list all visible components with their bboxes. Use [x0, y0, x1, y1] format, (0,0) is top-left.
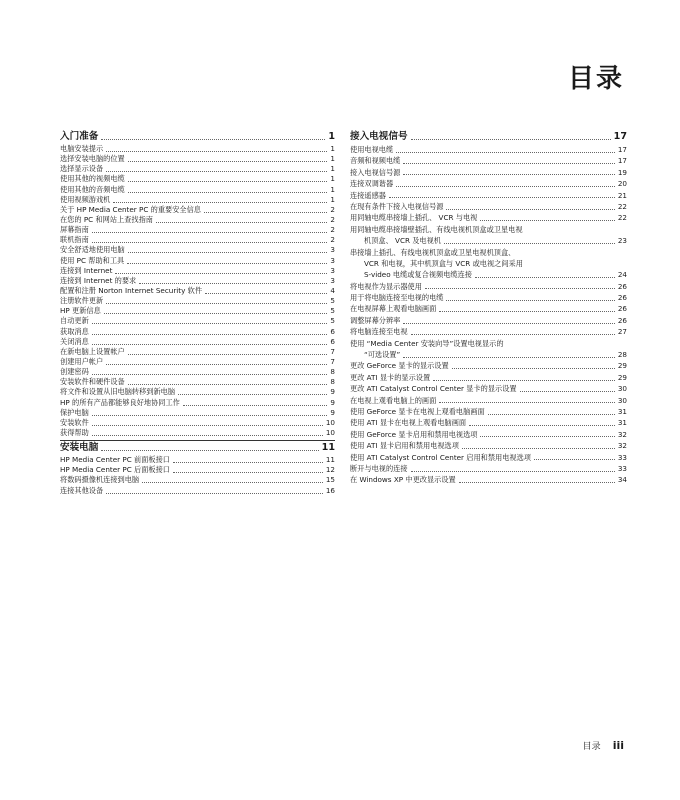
- toc-page-number: 32: [617, 429, 627, 439]
- toc-entry[interactable]: [350, 178, 627, 189]
- toc-entry[interactable]: [350, 395, 627, 406]
- toc-leader-dots: [411, 333, 615, 335]
- toc-leader-dots: [178, 393, 327, 395]
- toc-entry-label: 使用其他的视频电缆: [60, 174, 125, 184]
- toc-page-number: 17: [617, 156, 627, 166]
- toc-page-number: 27: [617, 327, 627, 337]
- toc-page-number: 5: [330, 306, 335, 316]
- toc-entry[interactable]: [60, 465, 335, 475]
- toc-entry-label: 电脑安装提示: [60, 144, 104, 153]
- toc-entry-label: 连接到 Internet: [60, 265, 113, 275]
- toc-entry-label: HP Media Center PC 前面板接口: [60, 455, 170, 465]
- toc-page-number: 17: [613, 131, 627, 142]
- toc-entry[interactable]: [60, 337, 335, 347]
- toc-entry[interactable]: [350, 281, 627, 292]
- toc-leader-dots: [92, 373, 328, 375]
- toc-entry-label: 使用 “Media Center 安装向导”设置电视显示的: [350, 338, 504, 348]
- toc-entry-label: 用同轴电缆串接墙上插孔、 VCR 与电视: [350, 213, 478, 223]
- toc-page-number: 11: [321, 442, 335, 454]
- toc-leader-dots: [128, 251, 328, 253]
- toc-entry[interactable]: [350, 212, 627, 223]
- toc-entry[interactable]: [350, 201, 627, 212]
- toc-page-number: 30: [617, 384, 627, 394]
- toc-entry[interactable]: [350, 349, 627, 360]
- toc-entry-label: 获得帮助: [60, 427, 89, 437]
- toc-entry-label: 使用 PC 帮助和工具: [60, 255, 125, 265]
- toc-page-number: 3: [330, 245, 335, 255]
- toc-page-number: 26: [617, 281, 627, 291]
- toc-leader-dots: [92, 333, 328, 335]
- toc-page-number: 8: [330, 367, 335, 377]
- toc-entry[interactable]: [350, 269, 627, 280]
- toc-page-number: 9: [330, 407, 335, 417]
- toc-page-number: 1: [330, 154, 335, 164]
- toc-page-number: 1: [330, 144, 335, 153]
- toc-page-number: 1: [328, 131, 335, 142]
- toc-leader-dots: [128, 383, 328, 385]
- toc-entry-label: 使用 GeForce 显卡启用和禁用电视选项: [350, 429, 478, 439]
- toc-entry[interactable]: [60, 276, 335, 286]
- toc-leader-dots: [128, 353, 328, 355]
- toc-entry-label: 更改 ATI 显卡的显示设置: [350, 372, 431, 382]
- toc-entry[interactable]: [60, 347, 335, 357]
- toc-right-column: [350, 130, 627, 486]
- toc-entry[interactable]: [60, 296, 335, 306]
- toc-entry-label: 安全舒适地使用电脑: [60, 245, 125, 255]
- toc-leader-dots: [128, 160, 328, 162]
- toc-page-number: 1: [330, 164, 335, 174]
- toc-leader-dots: [173, 461, 323, 463]
- toc-leader-dots: [92, 424, 323, 426]
- toc-entry-label: 保护电脑: [60, 407, 89, 417]
- toc-entry[interactable]: [60, 225, 335, 235]
- toc-entry[interactable]: [60, 215, 335, 225]
- toc-leader-dots: [411, 470, 615, 472]
- toc-leader-dots: [156, 221, 327, 223]
- toc-page-number: 17: [617, 145, 627, 154]
- toc-entry[interactable]: [60, 174, 335, 184]
- toc-entry[interactable]: [60, 377, 335, 387]
- toc-entry[interactable]: [60, 398, 335, 408]
- toc-entry-label: 在 Windows XP 中更改显示设置: [350, 475, 456, 485]
- toc-leader-dots: [462, 447, 615, 449]
- toc-leader-dots: [92, 231, 328, 233]
- toc-entry[interactable]: [350, 452, 627, 463]
- toc-page-number: 1: [330, 184, 335, 194]
- toc-entry-label: 关于 HP Media Center PC 的重要安全信息: [60, 204, 201, 214]
- toc-leader-dots: [488, 413, 615, 415]
- toc-leader-dots: [183, 404, 328, 406]
- toc-page-number: 6: [330, 336, 335, 346]
- toc-entry-label: 串接墙上插孔、有线电视机顶盒或卫星电视机顶盒、: [350, 247, 516, 257]
- toc-entry-label: 入门准备: [60, 131, 99, 142]
- toc-page-number: 2: [330, 204, 335, 214]
- toc-page-number: 3: [330, 255, 335, 265]
- toc-entry[interactable]: [350, 338, 627, 349]
- toc-page-number: 21: [617, 190, 627, 200]
- toc-leader-dots: [101, 449, 318, 451]
- toc-leader-dots: [106, 492, 323, 494]
- toc-entry-label: 在现有条件下接入电视信号源: [350, 201, 444, 211]
- toc-entry-label: “可选设置”: [364, 350, 401, 360]
- toc-page-number: 19: [617, 167, 627, 177]
- toc-entry-label: 自动更新: [60, 316, 89, 326]
- toc-entry[interactable]: [350, 235, 627, 246]
- toc-entry[interactable]: [350, 440, 627, 451]
- page-title: 目录: [567, 64, 624, 94]
- toc-entry[interactable]: [350, 360, 627, 371]
- toc-page-number: 7: [330, 346, 335, 356]
- toc-leader-dots: [446, 208, 614, 210]
- toc-page-number: 34: [617, 475, 627, 485]
- toc-page-number: 8: [330, 377, 335, 387]
- toc-page-number: 3: [330, 275, 335, 285]
- toc-entry[interactable]: [60, 455, 335, 465]
- toc-page-number: 20: [617, 179, 627, 189]
- toc-entry-label: 创建用户帐户: [60, 356, 104, 366]
- toc-entry-label: 安装软件和硬件设备: [60, 377, 125, 387]
- toc-entry-label: 在电视上观看电脑上的画面: [350, 395, 437, 405]
- toc-leader-dots: [204, 211, 327, 213]
- toc-entry-label: HP 的所有产品都能够良好地协同工作: [60, 397, 180, 407]
- toc-entry[interactable]: [60, 316, 335, 326]
- toc-leader-dots: [106, 302, 327, 304]
- toc-entry[interactable]: [350, 190, 627, 201]
- toc-entry-label: 连接遥感器: [350, 190, 386, 200]
- toc-leader-dots: [396, 151, 615, 153]
- toc-entry[interactable]: [60, 205, 335, 215]
- toc-page-number: 16: [325, 485, 335, 495]
- toc-page-number: 9: [330, 387, 335, 397]
- toc-entry-label: 使用 GeForce 显卡在电视上观看电脑画面: [350, 406, 485, 416]
- toc-leader-dots: [173, 471, 323, 473]
- toc-leader-dots: [480, 219, 615, 221]
- toc-leader-dots: [459, 481, 615, 483]
- toc-entry-label: 使用电视电缆: [350, 145, 394, 154]
- toc-page-number: 2: [330, 235, 335, 245]
- toc-entry-label: 在您的 PC 和网站上查找指南: [60, 214, 153, 224]
- toc-leader-dots: [403, 356, 615, 358]
- toc-leader-dots: [104, 312, 328, 314]
- toc-page-number: 1: [330, 174, 335, 184]
- toc-leader-dots: [425, 287, 615, 289]
- toc-entry[interactable]: [60, 266, 335, 276]
- toc-entry-label: 在电视屏幕上观看电脑画面: [350, 304, 437, 314]
- toc-leader-dots: [106, 150, 327, 152]
- toc-leader-dots: [534, 458, 615, 460]
- toc-leader-dots: [520, 390, 615, 392]
- toc-leader-dots: [139, 282, 327, 284]
- toc-page-number: 30: [617, 395, 627, 405]
- toc-page-number: 15: [325, 475, 335, 485]
- toc-page-number: 33: [617, 463, 627, 473]
- toc-entry-label: HP 更新信息: [60, 306, 101, 316]
- toc-leader-dots: [403, 322, 615, 324]
- toc-leader-dots: [403, 173, 615, 175]
- toc-entry-label: 创建密码: [60, 367, 89, 377]
- toc-leader-dots: [389, 196, 615, 198]
- toc-leader-dots: [205, 292, 327, 294]
- toc-entry-label: 使用视频游戏机: [60, 194, 111, 204]
- toc-leader-dots: [92, 414, 328, 416]
- toc-page-number: 26: [617, 293, 627, 303]
- toc-leader-dots: [469, 424, 615, 426]
- toc-page-number: 26: [617, 304, 627, 314]
- toc-entry-label: HP Media Center PC 后面板接口: [60, 465, 170, 475]
- toc-page-number: 32: [617, 441, 627, 451]
- toc-leader-dots: [396, 185, 615, 187]
- toc-entry-label: 使用其他的音频电缆: [60, 184, 125, 194]
- toc-entry[interactable]: [60, 357, 335, 367]
- toc-entry-label: 安装软件: [60, 417, 89, 427]
- toc-entry[interactable]: [350, 258, 627, 269]
- toc-entry[interactable]: [350, 417, 627, 428]
- toc-entry[interactable]: [350, 406, 627, 417]
- toc-entry[interactable]: [60, 418, 335, 428]
- toc-entry-label: 将电视作为显示器使用: [350, 281, 422, 291]
- toc-entry-label: 注册软件更新: [60, 296, 104, 306]
- toc-section-heading[interactable]: [60, 440, 335, 455]
- toc-entry[interactable]: [60, 286, 335, 296]
- toc-page-number: 4: [330, 285, 335, 295]
- toc-entry[interactable]: [60, 154, 335, 164]
- footer-page-number: iii: [612, 739, 624, 752]
- toc-leader-dots: [128, 180, 328, 182]
- toc-entry[interactable]: [350, 315, 627, 326]
- toc-page-number: 29: [617, 372, 627, 382]
- toc-section-heading[interactable]: [350, 130, 627, 144]
- toc-leader-dots: [475, 276, 615, 278]
- toc-page-number: 6: [330, 326, 335, 336]
- toc-leader-dots: [128, 191, 328, 193]
- toc-entry-label: 将电脑连接至电视: [350, 327, 408, 337]
- toc-entry[interactable]: [60, 185, 335, 195]
- toc-page-number: 31: [617, 418, 627, 428]
- toc-leader-dots: [127, 262, 327, 264]
- toc-entry-label: 将文件和设置从旧电脑转移到新电脑: [60, 387, 176, 397]
- toc-page-number: 10: [325, 417, 335, 427]
- toc-page-number: 5: [330, 296, 335, 306]
- toc-entry[interactable]: [350, 167, 627, 178]
- toc-entry[interactable]: [60, 387, 335, 397]
- toc-page-number: 2: [330, 225, 335, 235]
- toc-leader-dots: [115, 272, 327, 274]
- toc-entry[interactable]: [350, 326, 627, 337]
- toc-entry[interactable]: [350, 429, 627, 440]
- toc-entry[interactable]: [60, 235, 335, 245]
- toc-leader-dots: [439, 310, 615, 312]
- toc-page-number: 10: [325, 427, 335, 437]
- toc-leader-dots: [106, 363, 327, 365]
- toc-page-number: 5: [330, 316, 335, 326]
- toc-page-number: 31: [617, 406, 627, 416]
- toc-page-number: 26: [617, 315, 627, 325]
- toc-entry[interactable]: [350, 463, 627, 474]
- toc-page-number: 28: [617, 350, 627, 360]
- toc-section-heading[interactable]: [60, 130, 335, 144]
- toc-page-number: 24: [617, 270, 627, 280]
- toc-entry[interactable]: [60, 306, 335, 316]
- toc-entry-label: 选择安装电脑的位置: [60, 154, 125, 164]
- toc-leader-dots: [106, 170, 327, 172]
- toc-entry[interactable]: [350, 292, 627, 303]
- toc-left-column: [60, 130, 335, 496]
- toc-entry-label: 连接双调谐器: [350, 179, 394, 189]
- toc-leader-dots: [142, 481, 323, 483]
- footer-section-label: 目录: [582, 742, 601, 752]
- toc-page-number: 33: [617, 452, 627, 462]
- toc-entry[interactable]: [60, 428, 335, 438]
- toc-entry[interactable]: [350, 224, 627, 235]
- toc-leader-dots: [411, 138, 611, 140]
- toc-entry-label: 更改 GeForce 显卡的显示设置: [350, 361, 449, 371]
- toc-page-number: 2: [330, 214, 335, 224]
- toc-page-number: 22: [617, 213, 627, 223]
- toc-page-number: 29: [617, 361, 627, 371]
- toc-entry[interactable]: [350, 303, 627, 314]
- toc-leader-dots: [113, 201, 327, 203]
- toc-entry-label: 安装电脑: [60, 442, 99, 454]
- toc-entry[interactable]: [350, 383, 627, 394]
- toc-entry[interactable]: [350, 144, 627, 155]
- toc-entry-label: 获取消息: [60, 326, 89, 336]
- toc-entry[interactable]: [350, 247, 627, 258]
- toc-entry-label: 机顶盒、 VCR 及电视机: [364, 236, 441, 246]
- toc-leader-dots: [92, 241, 328, 243]
- toc-page-number: 1: [330, 194, 335, 204]
- toc-leader-dots: [92, 434, 323, 436]
- toc-entry-label: 关闭消息: [60, 336, 89, 346]
- toc-leader-dots: [92, 343, 328, 345]
- toc-entry-label: 连接到 Internet 的要求: [60, 275, 137, 285]
- toc-entry-label: VCR 和电视，其中机顶盒与 VCR 或电视之间采用: [364, 258, 523, 268]
- toc-page-number: 23: [617, 236, 627, 246]
- toc-entry-label: 更改 ATI Catalyst Control Center 显卡的显示设置: [350, 384, 517, 394]
- toc-entry[interactable]: [60, 486, 335, 496]
- toc-leader-dots: [403, 162, 615, 164]
- toc-entry-label: 将数码摄像机连接到电脑: [60, 475, 140, 485]
- toc-entry-label: 断开与电视的连接: [350, 463, 408, 473]
- toc-entry-label: 使用 ATI Catalyst Control Center 启用和禁用电视选项: [350, 452, 531, 462]
- toc-entry-label: 使用 ATI 显卡在电视上观看电脑画面: [350, 418, 467, 428]
- toc-entry-label: 音频和视频电缆: [350, 156, 401, 166]
- toc-entry[interactable]: [350, 372, 627, 383]
- toc-leader-dots: [439, 401, 615, 403]
- toc-page-number: 9: [330, 397, 335, 407]
- toc-leader-dots: [480, 435, 614, 437]
- toc-leader-dots: [92, 322, 328, 324]
- toc-entry[interactable]: [60, 367, 335, 377]
- toc-entry[interactable]: [60, 164, 335, 174]
- toc-page-number: 22: [617, 201, 627, 211]
- toc-entry-label: 连接其他设备: [60, 485, 104, 495]
- toc-entry-label: 用同轴电缆串接墙壁插孔、有线电视机顶盒或卫星电视: [350, 224, 523, 234]
- page-footer: [583, 739, 624, 752]
- toc-entry[interactable]: [60, 408, 335, 418]
- toc-leader-dots: [446, 299, 614, 301]
- toc-leader-dots: [101, 138, 325, 140]
- toc-page-number: 12: [325, 465, 335, 475]
- toc-entry[interactable]: [60, 195, 335, 205]
- toc-entry[interactable]: [350, 155, 627, 166]
- toc-entry-label: 选择显示设备: [60, 164, 104, 174]
- toc-entry-label: 使用 ATI 显卡启用和禁用电视选项: [350, 441, 459, 451]
- toc-entry-label: 接入电视信号源: [350, 167, 401, 177]
- toc-entry-label: 调整屏幕分辨率: [350, 315, 401, 325]
- toc-entry[interactable]: [60, 475, 335, 485]
- toc-entry-label: 用于将电脑连接至电视的电缆: [350, 293, 444, 303]
- toc-entry-label: 联机指南: [60, 235, 89, 245]
- toc-entry-label: S-video 电缆或复合视频电缆连接: [364, 270, 472, 280]
- toc-entry[interactable]: [60, 245, 335, 255]
- toc-entry-label: 配置和注册 Norton Internet Security 软件: [60, 285, 203, 295]
- toc-entry[interactable]: [60, 256, 335, 266]
- toc-leader-dots: [452, 367, 615, 369]
- toc-entry-label: 在新电脑上设置帐户: [60, 346, 125, 356]
- toc-entry-label: 屏幕指南: [60, 225, 89, 235]
- toc-entry[interactable]: [60, 327, 335, 337]
- toc-page-number: 11: [325, 455, 335, 465]
- toc-entry[interactable]: [350, 474, 627, 485]
- toc-entry[interactable]: [60, 144, 335, 154]
- toc-page-number: 3: [330, 265, 335, 275]
- toc-page-number: 7: [330, 356, 335, 366]
- toc-leader-dots: [444, 242, 615, 244]
- toc-leader-dots: [433, 379, 615, 381]
- toc-entry-label: 接入电视信号: [350, 131, 408, 142]
